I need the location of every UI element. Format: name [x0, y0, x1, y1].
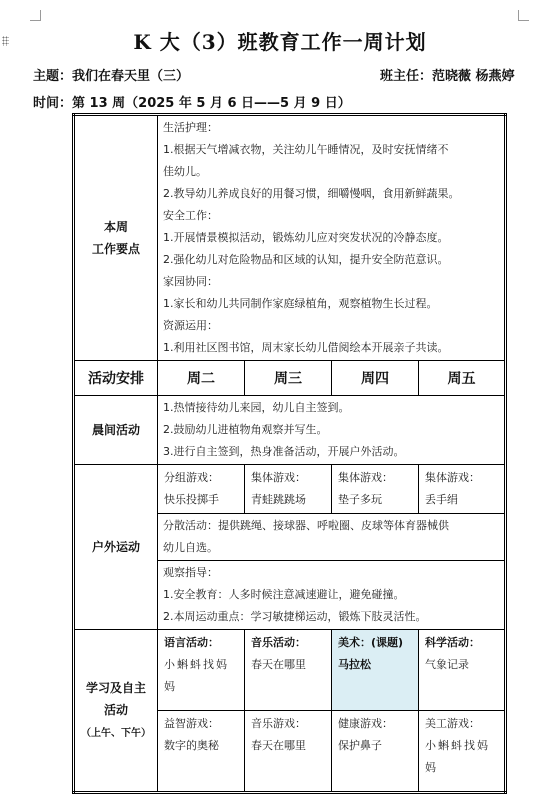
outdoor-game-wed[interactable]: 集体游戏： 青蛙跳跳场: [245, 465, 332, 514]
text-line: 资源运用：: [163, 319, 218, 332]
key-points-row: [74, 115, 506, 361]
schedule-label: 活动安排: [74, 361, 158, 396]
text-line: 2.强化幼儿对危险物品和区域的认知，提升安全防范意识。: [163, 253, 449, 266]
text-line: 2.本周运动重点：学习敏捷梯运动，锻炼下肢灵活性。: [163, 610, 427, 623]
text-line: 3.进行自主签到，热身准备活动，开展户外活动。: [163, 445, 405, 458]
page-corner-mark-right: [518, 10, 529, 21]
time-line: 时间：第 13 周（2025 年 5 月 6 日——5 月 9 日）: [33, 96, 351, 111]
text-line: 安全工作：: [163, 209, 218, 222]
text-line: 幼儿自选。: [163, 541, 218, 554]
text-line: 1.利用社区图书馆，周末家长幼儿借阅绘本开展亲子共读。: [163, 341, 449, 354]
day-header-thu[interactable]: 周四: [332, 361, 419, 396]
text-line: 生活护理：: [163, 121, 218, 134]
learning-tue-am[interactable]: 语言活动： 小蝌蚪找妈 妈: [158, 630, 245, 711]
outdoor-label: 户外运动: [74, 465, 158, 630]
learning-thu-am-highlighted[interactable]: 美术：(课题) 马拉松: [332, 630, 419, 711]
learning-fri-pm[interactable]: 美工游戏： 小蝌蚪找妈 妈: [419, 711, 506, 793]
day-header-tue[interactable]: 周二: [158, 361, 245, 396]
morning-content[interactable]: [158, 396, 506, 465]
page-corner-mark-left: [30, 10, 41, 21]
key-points-content[interactable]: [158, 115, 506, 361]
outdoor-games-row: [74, 465, 506, 514]
learning-tue-pm[interactable]: 益智游戏： 数字的奥秘: [158, 711, 245, 793]
scatter-activity[interactable]: [158, 514, 506, 561]
outdoor-game-thu[interactable]: 集体游戏： 垫子多玩: [332, 465, 419, 514]
schedule-header-row: [74, 361, 506, 396]
day-header-wed[interactable]: 周三: [245, 361, 332, 396]
observation-guidance[interactable]: [158, 561, 506, 630]
text-line: 1.热情接待幼儿来园，幼儿自主签到。: [163, 401, 350, 414]
text-line: 1.安全教育：人多时候注意减速避让，避免碰撞。: [163, 588, 405, 601]
morning-label: 晨间活动: [74, 396, 158, 465]
text-line: 1.家长和幼儿共同制作家庭绿植角，观察植物生长过程。: [163, 297, 438, 310]
key-points-label: 本周 工作要点: [74, 115, 158, 361]
outdoor-game-fri[interactable]: 集体游戏： 丢手绢: [419, 465, 506, 514]
text-line: 1.开展情景模拟活动，锻炼幼儿应对突发状况的冷静态度。: [163, 231, 449, 244]
text-line: 家园协同：: [163, 275, 218, 288]
text-line: 分散活动：提供跳绳、接球器、呼啦圈、皮球等体育器械供: [163, 519, 449, 532]
text-line: 佳幼儿。: [163, 165, 207, 178]
learning-fri-am[interactable]: 科学活动： 气象记录: [419, 630, 506, 711]
day-header-fri[interactable]: 周五: [419, 361, 506, 396]
text-line: 1.根据天气增减衣物，关注幼儿午睡情况，及时安抚情绪不: [163, 143, 449, 156]
text-line: 2.鼓励幼儿进植物角观察并写生。: [163, 423, 328, 436]
morning-row: [74, 396, 506, 465]
learning-wed-am[interactable]: 音乐活动： 春天在哪里: [245, 630, 332, 711]
learning-wed-pm[interactable]: 音乐游戏： 春天在哪里: [245, 711, 332, 793]
outdoor-game-tue[interactable]: 分组游戏： 快乐投掷手: [158, 465, 245, 514]
learning-thu-pm[interactable]: 健康游戏： 保护鼻子: [332, 711, 419, 793]
weekly-plan-table[interactable]: [72, 113, 507, 794]
teacher-line: 班主任：范晓薇 杨燕婷: [380, 69, 515, 84]
text-line: 观察指导：: [163, 566, 218, 579]
learning-row-1: [74, 630, 506, 711]
topic-line: 主题：我们在春天里（三）: [33, 69, 190, 84]
text-line: 2.教导幼儿养成良好的用餐习惯，细嚼慢咽，食用新鲜蔬果。: [163, 187, 460, 200]
learning-label: 学习及自主 活动 （上午、下午）: [74, 630, 158, 793]
document-title: K 大（3）班教育工作一周计划: [133, 30, 427, 54]
